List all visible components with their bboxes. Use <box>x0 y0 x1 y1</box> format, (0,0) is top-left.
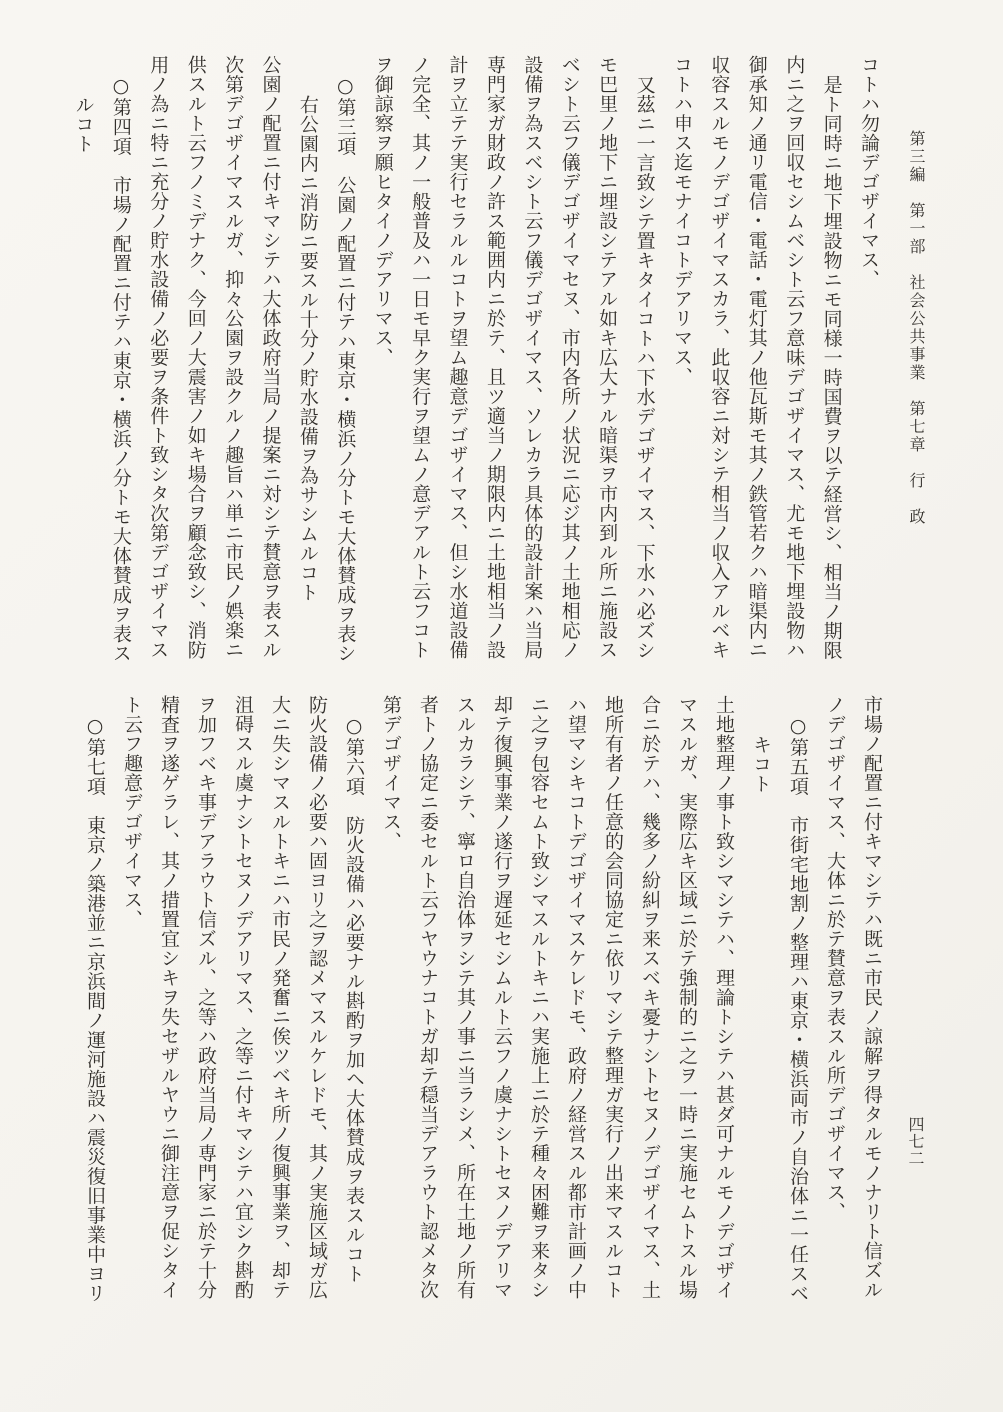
text-column: ヲ御諒察ヲ願ヒタイノデアリマス、 <box>371 55 394 367</box>
text-column: 供スルト云フノミデナク、今回ノ大震害ノ如キ場合ヲ顧念致シ、消防 <box>184 55 207 660</box>
text-column: 公園ノ配置ニ付キマシテハ大体政府当局ノ提案ニ対シテ賛意ヲ表スル <box>259 55 282 660</box>
text-column: モ巴里ノ地下ニ埋設シテアル如キ広大ナル暗渠ヲ市内到ル所ニ施設ス <box>596 55 619 660</box>
text-column: 右公園内ニ消防ニ要スル十分ノ貯水設備ヲ為サシムルコト <box>296 95 319 602</box>
text-column: 沮碍スル虞ナシトセヌノデアリマス、之等ニ付キマシテハ宜シク斟酌 <box>232 695 254 1300</box>
text-column: マスルガ、実際広キ区域ニ於テ強制的ニ之ヲ一時ニ実施セムトスル場 <box>676 695 698 1300</box>
text-column: 土地整理ノ事ト致シマシテハ、理論トシテハ甚ダ可ナルモノデゴザイ <box>713 695 735 1300</box>
text-column: スルカラシテ、寧ロ自治体ヲシテ其ノ事ニ当ラシメ、所在土地ノ所有 <box>454 695 476 1300</box>
text-column: 大ニ失シマスルトキニハ市民ノ発奮ニ俟ツベキ所ノ復興事業ヲ、却テ <box>269 695 291 1300</box>
top-text-block <box>64 55 887 695</box>
text-column: 設備ヲ為スベシト云フ儀デゴザイマス、ソレカラ具体的設計案ハ当局 <box>521 55 544 660</box>
text-column: ト云フ趣意デゴザイマス、 <box>121 695 143 929</box>
text-column: 防火設備ノ必要ハ固ヨリ之ヲ認メマスルケレドモ、其ノ実施区域ガ広 <box>306 695 328 1300</box>
chapter-header: 第三編 第一部 社会公共事業 第七章 行 政 <box>907 130 926 526</box>
text-column: 御承知ノ通リ電信・電話・電灯其ノ他瓦斯モ其ノ鉄管若クハ暗渠内ニ <box>745 55 768 660</box>
text-column: キコト <box>750 735 772 794</box>
text-column-section-heading: ○第三項 公園ノ配置ニ付テハ東京・横浜ノ分トモ大体賛成ヲ表シ <box>334 75 357 663</box>
text-column-section-heading: ○第四項 市場ノ配置ニ付テハ東京・横浜ノ分トモ大体賛成ヲ表ス <box>109 75 132 663</box>
text-column: コトハ勿論デゴザイマス、 <box>858 55 880 289</box>
page-number: 四七二 <box>906 1116 925 1167</box>
text-column: 計ヲ立テテ実行セラルルコトヲ望ム趣意デゴザイマス、但シ水道設備 <box>446 55 469 660</box>
text-column: 精査ヲ遂ゲラレ、其ノ措置宜シキヲ失セザルヤウニ御注意ヲ促シタイ <box>158 695 180 1300</box>
text-column: 内ニ之ヲ回収セシムベシト云フ意味デゴザイマス、尤モ地下埋設物ハ <box>783 55 806 660</box>
text-column: ニ之ヲ包容セムト致シマスルトキニハ実施上ニ於テ種々困難ヲ来タシ <box>528 695 550 1300</box>
text-column: 者トノ協定ニ委セルト云フヤウナコトガ却テ穏当デアラウト認メタ次 <box>417 695 439 1300</box>
text-column: 専門家ガ財政ノ許ス範囲内ニ於テ、且ツ適当ノ期限内ニ土地相当ノ設 <box>483 55 506 660</box>
text-column: 合ニ於テハ、幾多ノ紛糾ヲ来スベキ憂ナシトセヌノデゴザイマス、土 <box>639 695 661 1300</box>
bottom-text-block <box>76 695 890 1355</box>
text-column: コトハ申ス迄モナイコトデアリマス、 <box>670 55 693 387</box>
text-column: 第デゴザイマス、 <box>380 695 402 851</box>
text-column: ノ完全、其ノ一般普及ハ一日モ早ク実行ヲ望ムノ意デアルト云フコト <box>409 55 432 660</box>
text-column: 又茲ニ一言致シテ置キタイコトハ下水デゴザイマス、下水ハ必ズシ <box>633 75 656 660</box>
text-column: 却テ復興事業ノ遂行ヲ遅延セシムルト云フノ虞ナシトセヌノデアリマ <box>491 695 513 1300</box>
text-column-section-heading: ○第七項 東京ノ築港並ニ京浜間ノ運河施設ハ震災復旧事業中ヨリ <box>84 715 106 1303</box>
text-column: 次第デゴザイマスルガ、抑々公園ヲ設クルノ趣旨ハ単ニ市民ノ娯楽ニ <box>222 55 245 660</box>
text-column: ヲ加フベキ事デアラウト信ズル、之等ハ政府当局ノ専門家ニ於テ十分 <box>195 695 217 1300</box>
text-column: 地所有者ノ任意的会同協定ニ依リマシテ整理ガ実行ノ出来マスルコト <box>602 695 624 1300</box>
text-column-section-heading: ○第六項 防火設備ハ必要ナル斟酌ヲ加ヘ大体賛成ヲ表スルコト <box>343 715 365 1284</box>
text-column: ハ望マシキコトデゴザイマスケレドモ、政府ノ経営スル都市計画ノ中 <box>565 695 587 1300</box>
text-column-section-heading: ○第五項 市街宅地割ノ整理ハ東京・横浜両市ノ自治体ニ一任スベ <box>787 715 809 1303</box>
text-column: 収容スルモノデゴザイマスカラ、此収容ニ対シテ相当ノ収入アルベキ <box>708 55 731 660</box>
text-column: ルコト <box>72 95 95 154</box>
text-column: 是ト同時ニ地下埋設物ニモ同様一時国費ヲ以テ経営シ、相当ノ期限 <box>820 75 843 660</box>
text-column: 用ノ為ニ特ニ充分ノ貯水設備ノ必要ヲ条件ト致シタ次第デゴザイマス <box>147 55 170 660</box>
text-column: ノデゴザイマス、大体ニ於テ賛意ヲ表スル所デゴザイマス、 <box>824 695 846 1222</box>
text-column: ベシト云フ儀デゴザイマセヌ、市内各所ノ状況ニ応ジ其ノ土地相応ノ <box>558 55 581 660</box>
text-column: 市場ノ配置ニ付キマシテハ既ニ市民ノ諒解ヲ得タルモノナリト信ズル <box>861 695 883 1300</box>
